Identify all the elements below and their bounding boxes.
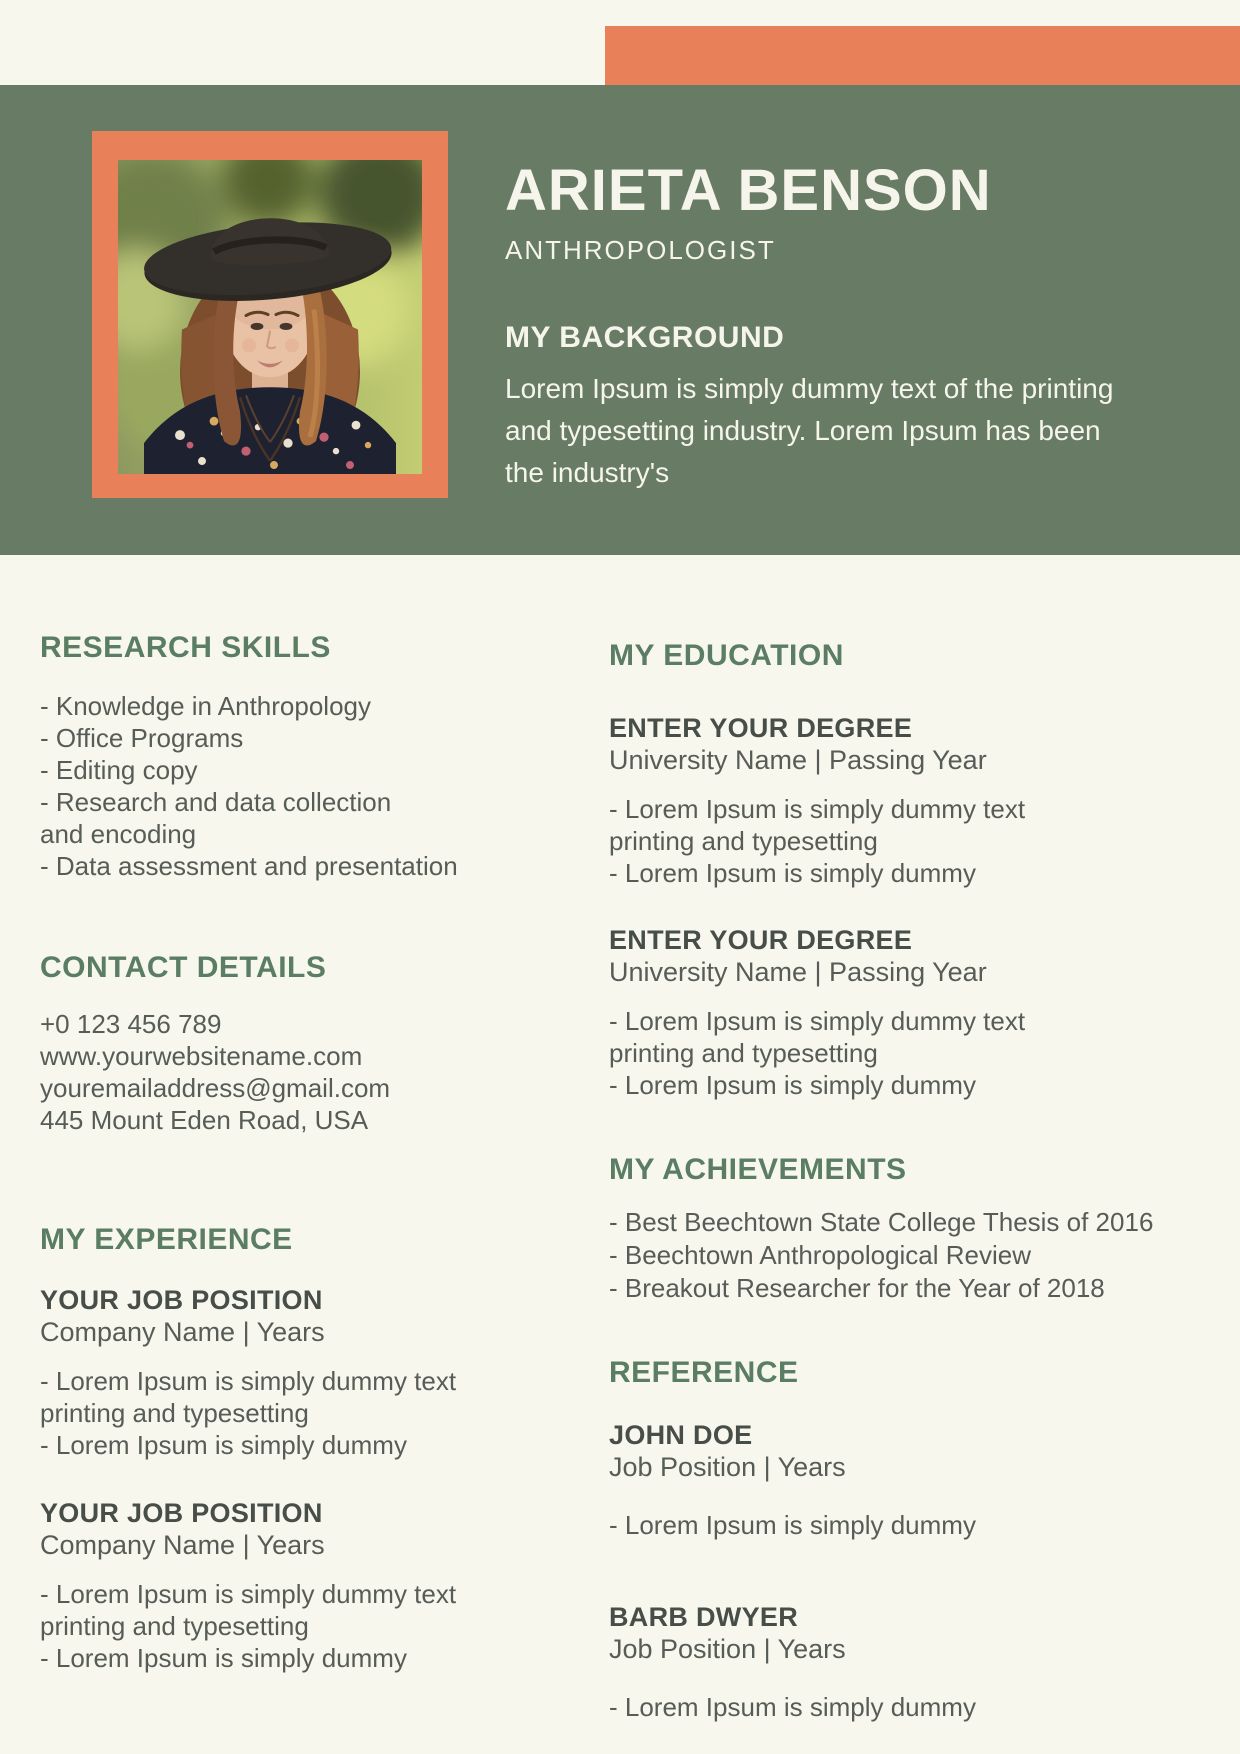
job-detail-line: - Lorem Ipsum is simply dummy text bbox=[40, 1366, 457, 1396]
university-and-year: University Name | Passing Year bbox=[609, 745, 987, 775]
skill-item: - Research and data collection bbox=[40, 787, 392, 817]
skill-item: - Data assessment and presentation bbox=[40, 851, 458, 881]
job-position: YOUR JOB POSITION bbox=[40, 1285, 323, 1315]
education-entry bbox=[609, 712, 1209, 889]
header-text-block bbox=[505, 160, 1145, 494]
research-skills-title: RESEARCH SKILLS bbox=[40, 631, 331, 664]
background-text: Lorem Ipsum is simply dummy text of the printing and typesetting industry. Lorem Ipsum has been the industry's bbox=[505, 373, 1114, 488]
education-detail-line: printing and typesetting bbox=[609, 1038, 878, 1068]
skill-item-continuation: and encoding bbox=[40, 819, 197, 849]
job-detail-line: printing and typesetting bbox=[40, 1611, 309, 1641]
education-detail-line: printing and typesetting bbox=[609, 826, 878, 856]
degree-name: ENTER YOUR DEGREE bbox=[609, 713, 913, 743]
experience-section bbox=[40, 1222, 540, 1674]
contact-details-title: CONTACT DETAILS bbox=[40, 951, 327, 984]
header-band bbox=[0, 85, 1240, 555]
research-skills-section bbox=[40, 630, 540, 882]
website-url: www.yourwebsitename.com bbox=[40, 1041, 363, 1071]
reference-entry bbox=[609, 1601, 1209, 1723]
email-address: youremailaddress@gmail.com bbox=[40, 1073, 391, 1103]
achievements-list bbox=[609, 1206, 1229, 1305]
profile-photo bbox=[118, 160, 422, 474]
achievement-item: - Breakout Researcher for the Year of 2018 bbox=[609, 1273, 1105, 1303]
skill-item: - Editing copy bbox=[40, 755, 198, 785]
person-role: ANTHROPOLOGIST bbox=[505, 235, 776, 265]
achievements-section bbox=[609, 1152, 1229, 1305]
achievements-title: MY ACHIEVEMENTS bbox=[609, 1153, 907, 1186]
reference-entry bbox=[609, 1419, 1209, 1541]
reference-position: Job Position | Years bbox=[609, 1634, 846, 1664]
research-skills-list bbox=[40, 690, 540, 882]
education-section bbox=[609, 638, 1209, 1101]
education-entry bbox=[609, 924, 1209, 1101]
job-position: YOUR JOB POSITION bbox=[40, 1498, 323, 1528]
contact-details-list bbox=[40, 1008, 540, 1136]
achievement-item: - Best Beechtown State College Thesis of 2016 bbox=[609, 1207, 1154, 1237]
job-detail-line: - Lorem Ipsum is simply dummy text bbox=[40, 1579, 457, 1609]
reference-detail-line: - Lorem Ipsum is simply dummy bbox=[609, 1510, 976, 1540]
education-details bbox=[609, 1005, 1209, 1101]
contact-details-section bbox=[40, 950, 540, 1136]
reference-name: BARB DWYER bbox=[609, 1602, 798, 1632]
achievement-item: - Beechtown Anthropological Review bbox=[609, 1240, 1032, 1270]
education-title: MY EDUCATION bbox=[609, 639, 844, 672]
person-name: ARIETA BENSON bbox=[505, 158, 992, 223]
postal-address: 445 Mount Eden Road, USA bbox=[40, 1105, 369, 1135]
reference-section bbox=[609, 1355, 1209, 1723]
photo-frame bbox=[92, 131, 448, 498]
reference-position: Job Position | Years bbox=[609, 1452, 846, 1482]
reference-details bbox=[609, 1691, 1209, 1723]
reference-detail-line: - Lorem Ipsum is simply dummy bbox=[609, 1692, 976, 1722]
university-and-year: University Name | Passing Year bbox=[609, 957, 987, 987]
company-and-years: Company Name | Years bbox=[40, 1530, 325, 1560]
job-details bbox=[40, 1578, 540, 1674]
education-detail-line: - Lorem Ipsum is simply dummy bbox=[609, 858, 976, 888]
reference-details bbox=[609, 1509, 1209, 1541]
experience-title: MY EXPERIENCE bbox=[40, 1223, 293, 1256]
education-detail-line: - Lorem Ipsum is simply dummy bbox=[609, 1070, 976, 1100]
reference-title: REFERENCE bbox=[609, 1356, 799, 1389]
degree-name: ENTER YOUR DEGREE bbox=[609, 925, 913, 955]
experience-entry bbox=[40, 1284, 540, 1461]
education-detail-line: - Lorem Ipsum is simply dummy text bbox=[609, 794, 1026, 824]
top-accent-bar bbox=[605, 26, 1240, 85]
education-details bbox=[609, 793, 1209, 889]
skill-item: - Office Programs bbox=[40, 723, 244, 753]
job-details bbox=[40, 1365, 540, 1461]
experience-entry bbox=[40, 1497, 540, 1674]
phone-number: +0 123 456 789 bbox=[40, 1009, 222, 1039]
job-detail-line: printing and typesetting bbox=[40, 1398, 309, 1428]
job-detail-line: - Lorem Ipsum is simply dummy bbox=[40, 1643, 407, 1673]
reference-name: JOHN DOE bbox=[609, 1420, 753, 1450]
education-detail-line: - Lorem Ipsum is simply dummy text bbox=[609, 1006, 1026, 1036]
skill-item: - Knowledge in Anthropology bbox=[40, 691, 372, 721]
company-and-years: Company Name | Years bbox=[40, 1317, 325, 1347]
background-section-title: MY BACKGROUND bbox=[505, 321, 785, 354]
job-detail-line: - Lorem Ipsum is simply dummy bbox=[40, 1430, 407, 1460]
